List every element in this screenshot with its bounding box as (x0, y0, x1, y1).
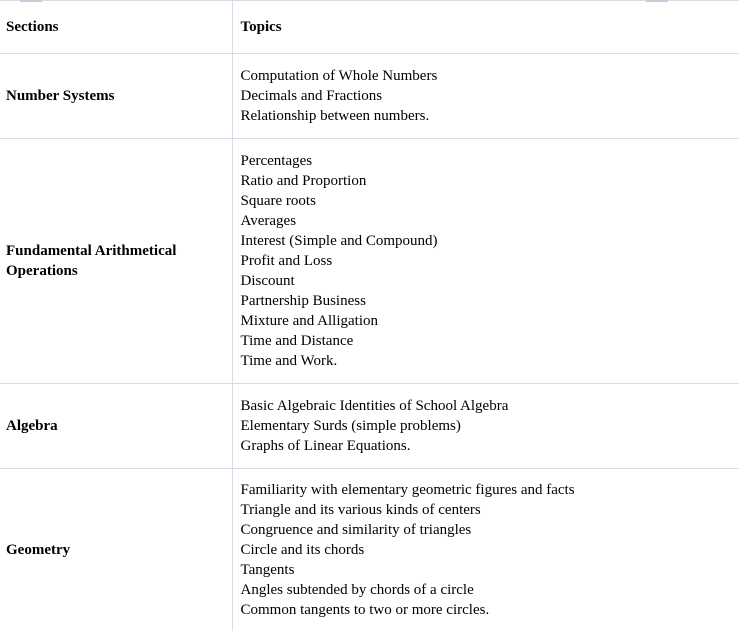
topic-list (241, 480, 739, 620)
section-name-line: Fundamental Arithmetical (6, 242, 177, 259)
topics-cell (232, 138, 739, 383)
syllabus-table (0, 1, 739, 631)
topic-item: Computation of Whole Numbers (240, 67, 438, 84)
section-name (0, 138, 232, 383)
topic-item: Congruence and similarity of triangles (240, 521, 472, 538)
topic-item: Decimals and Fractions (240, 87, 383, 104)
table-row (0, 53, 739, 138)
topic-item: Triangle and its various kinds of centers (240, 501, 481, 518)
table-row (0, 138, 739, 383)
topic-item: Time and Distance (240, 332, 354, 349)
section-name: Geometry (0, 468, 232, 631)
topic-item: Elementary Surds (simple problems) (240, 417, 461, 434)
topic-item: Ratio and Proportion (240, 172, 367, 189)
topic-item: Graphs of Linear Equations. (240, 437, 411, 454)
topic-item: Percentages (240, 152, 313, 169)
topic-list (241, 396, 739, 456)
topic-item: Common tangents to two or more circles. (240, 601, 490, 618)
table-row (0, 383, 739, 468)
topic-list (241, 66, 739, 126)
topic-item: Relationship between numbers. (240, 107, 430, 124)
section-name: Algebra (0, 383, 232, 468)
table-row (0, 468, 739, 631)
topic-item: Time and Work. (240, 352, 338, 369)
header-topics: Topics (240, 18, 282, 35)
topic-item: Mixture and Alligation (240, 312, 378, 329)
header-sections: Sections (0, 1, 232, 53)
topic-item: Square roots (240, 192, 316, 209)
section-name-line: Operations (6, 262, 78, 279)
topic-item: Circle and its chords (240, 541, 365, 558)
topic-item: Basic Algebraic Identities of School Algebra (240, 397, 509, 414)
topics-cell (232, 383, 739, 468)
topics-cell (232, 53, 739, 138)
topic-item: Profit and Loss (240, 252, 333, 269)
topic-item: Discount (240, 272, 295, 289)
topic-item: Averages (240, 212, 297, 229)
topic-item: Interest (Simple and Compound) (240, 232, 438, 249)
topic-item: Familiarity with elementary geometric figures and facts (240, 481, 575, 498)
topic-item: Angles subtended by chords of a circle (240, 581, 474, 598)
topics-cell (232, 468, 739, 631)
section-name: Number Systems (0, 53, 232, 138)
topic-item: Partnership Business (240, 292, 366, 309)
table-header-row (0, 1, 739, 53)
topic-list (241, 151, 739, 371)
topic-item: Tangents (240, 561, 295, 578)
